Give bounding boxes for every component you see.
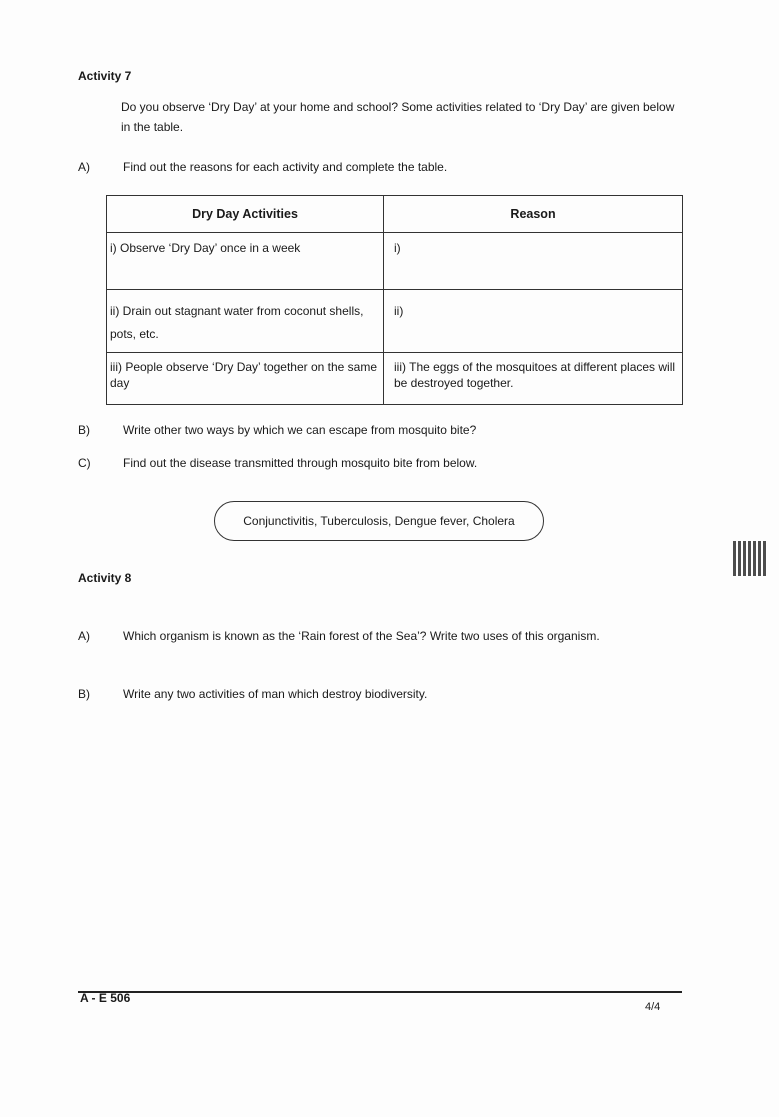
question-text: Find out the reasons for each activity and complete the table. xyxy=(123,160,448,174)
table-cell: ii) xyxy=(384,290,683,353)
table-cell: i) Observe ‘Dry Day’ once in a week xyxy=(107,233,384,290)
table-row xyxy=(107,233,683,290)
qr-code-icon xyxy=(733,541,767,576)
question-text: Find out the disease transmitted through mosquito bite from below. xyxy=(123,456,478,470)
table-header: Reason xyxy=(384,196,683,233)
table-cell: iii) The eggs of the mosquitoes at different places will be destroyed together. xyxy=(384,353,683,405)
question-label: C) xyxy=(78,456,91,470)
dry-day-table xyxy=(106,195,683,405)
activity-7-intro: Do you observe ‘Dry Day’ at your home and school? Some activities related to ‘Dry Day’ are given below in the table. xyxy=(121,100,675,134)
question-text: Write other two ways by which we can escape from mosquito bite? xyxy=(123,423,477,437)
question-label: A) xyxy=(78,160,90,174)
activity-8-title: Activity 8 xyxy=(78,571,132,585)
table-header: Dry Day Activities xyxy=(107,196,384,233)
table-row xyxy=(107,290,683,353)
table-row xyxy=(107,353,683,405)
question-text: Write any two activities of man which destroy biodiversity. xyxy=(123,687,428,701)
activity-7-title: Activity 7 xyxy=(78,69,132,83)
table-cell: iii) People observe ‘Dry Day’ together on the same day xyxy=(107,353,384,405)
question-label: B) xyxy=(78,687,90,701)
page-number: 4/4 xyxy=(645,1001,661,1013)
disease-options-box: Conjunctivitis, Tuberculosis, Dengue fever, Cholera xyxy=(214,501,544,541)
table-cell: i) xyxy=(384,233,683,290)
question-label: A) xyxy=(78,629,90,643)
paper-code: A - E 506 xyxy=(80,991,131,1005)
table-cell: ii) Drain out stagnant water from coconut shells, pots, etc. xyxy=(107,290,384,353)
question-text: Which organism is known as the ‘Rain forest of the Sea’? Write two uses of this organism. xyxy=(123,629,600,643)
footer-divider xyxy=(78,991,682,993)
question-label: B) xyxy=(78,423,90,437)
